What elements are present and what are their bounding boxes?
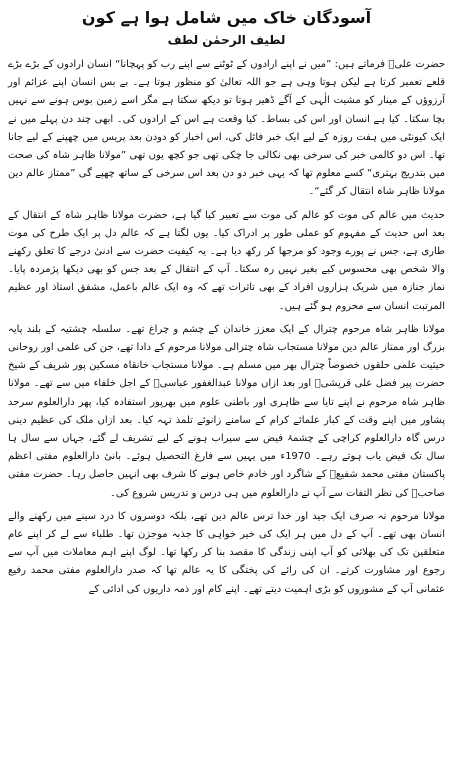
article-paragraph-2: حدیث میں عالم کی موت کو عالم کی موت سے تعبیر کیا گیا ہے، حضرت مولانا ظاہر شاہ کے انتقال کے بعد اس حدیث کے مفہوم کو عملی طور پر ادراک کیا۔ یوں لگتا ہے کہ عالم دل پر ایک طرح کی موت طاری ہے، جس نے پورے وجود کو مرجھا کر رکھ دیا ہے۔ یہ کیفیت حضرت سے ادنیٰ درجے کا تعلق رکھنے والا شخص بھی محسوس کیے بغیر نہیں رہ سکتا۔ آپ کے انتقال کے بعد جس کو بھی دیکھا پژمردہ پایا۔ نماز جنازہ میں شریک ہزاروں افراد کے بھی تاثرات تھے کہ وہ ایک عالم باعمل، مشفق استاذ اور عظیم المرتبت انسان سے محروم ہو گئے ہیں۔ — [8, 209, 445, 312]
article-paragraph-1: حضرت علیؓ فرماتے ہیں: ”میں نے اپنے ارادوں کے ٹوٹنے سے اپنے رب کو پہچانا“ انسان ارادوں کے بڑے بڑے قلعے تعمیر کرتا ہے لیکن ہوتا وہی ہے جو اللہ تعالیٰ کو منظور ہوتا ہے۔ بے بس انسان اپنے عزائم اور آرزوؤں کے مینار کو مشیت الٰہی کے آگے ڈھیر ہوتا تو دیکھ سکتا ہے مگر اسے زمین بوس ہونے سے نہیں بچا سکتا۔ کیا ہے انسان اور اس کی بساط۔ کیا وقعت ہے اس کے ارادوں کی۔ ابھی چند دن پہلے میں نے ایک کیونٹی میں ہفت روزہ کے لیے ایک خبر فائل کی، اس اخبار کو دودن بعد پریس میں چھپنے کے لیے جانا تھا۔ اس دو کالمی خبر کی سرخی بھی نکالی جا چکی تھی جو کچھ یوں تھی ”مولانا ظاہر شاہ کی صحت میں بتدریج بہتری“ کسے معلوم تھا کہ یہی خبر دو دن بعد اس سرخی کے ساتھ چھپے گی ”ممتاز عالم دین مولانا ظاہر شاہ انتقال کر گئے“۔ — [8, 59, 445, 198]
article-title: آسودگان خاک میں شامل ہوا ہے کون — [81, 8, 372, 27]
article-paragraph-3: مولانا ظاہر شاہ مرحوم چترال کے ایک معزز خاندان کے چشم و چراغ تھے۔ سلسلہ چشتیہ کے بلند پایہ بزرگ اور ممتاز عالم دین مولانا مستجاب شاہ چترالی مولانا مرحوم کے دادا تھے، جن کی علمی اور روحانی حیثیت علمی حلقوں خصوصاً چترال بھر میں مسلم ہے۔ مولانا مستجاب خانقاہ مسکین پور شریف کے شیخ حضرت پیر فضل علی قریشیؒ اور بعد ازاں مولانا عبدالغفور عباسیؒ کے اجل خلفاء میں سے تھے۔ مولانا ظاہر شاہ مرحوم نے اپنے تایا سے ظاہری اور باطنی علوم میں بھرپور استفادہ کیا، پھر دارالعلوم سرحد پشاور میں اپنے وقت کے کبار علمائے کرام کے سامنے زانوئے تلمذ تہہ کیا۔ بعد ازاں ملک کی عظیم دینی درس گاہ دارالعلوم کراچی کے چشمۂ فیض سے سیراب ہونے کے لیے تشریف لے گئے، جہاں سے سال ہا سال تک فیض یاب ہوتے رہے۔ 1970ء میں یہیں سے فارغ التحصیل ہوئے۔ بانیٔ دارالعلوم مفتی اعظم پاکستان مفتی محمد شفیعؒ کے شاگرد اور خادم خاص ہونے کا شرف بھی انہیں حاصل رہا۔ حضرت مفتی صاحبؒ کی نظر التفات سے آپ نے دارالعلوم میں ہی درس و تدریس شروع کی۔ — [8, 323, 445, 499]
article-paragraph-4: مولانا مرحوم نہ صرف ایک جید اور خدا ترس عالم دین تھے، بلکہ دوسروں کا درد سینے میں رکھنے والے انسان بھی تھے۔ آپ کے دل میں ہر ایک کی خیر خواہی کا جذبہ موجزن تھا۔ طلباء سے لے کر اپنے عام متعلقین تک کی بھلائی کو آپ اپنی زندگی کا مقصد بنا کر رکھا تھا۔ لوگ اپنے اہم معاملات میں آپ سے رجوع اور مشاورت کرتے۔ ان کی رائے کی پختگی کا یہ عالم تھا کہ صدر دارالعلوم مفتی محمد رفیع عثمانی آپ کے مشوروں کو بڑی اہمیت دیتے تھے۔ اپنے کام اور ذمہ داریوں کی ادائی کے — [8, 510, 445, 595]
article-author: لطیف الرحمٰن لطف — [167, 33, 286, 47]
